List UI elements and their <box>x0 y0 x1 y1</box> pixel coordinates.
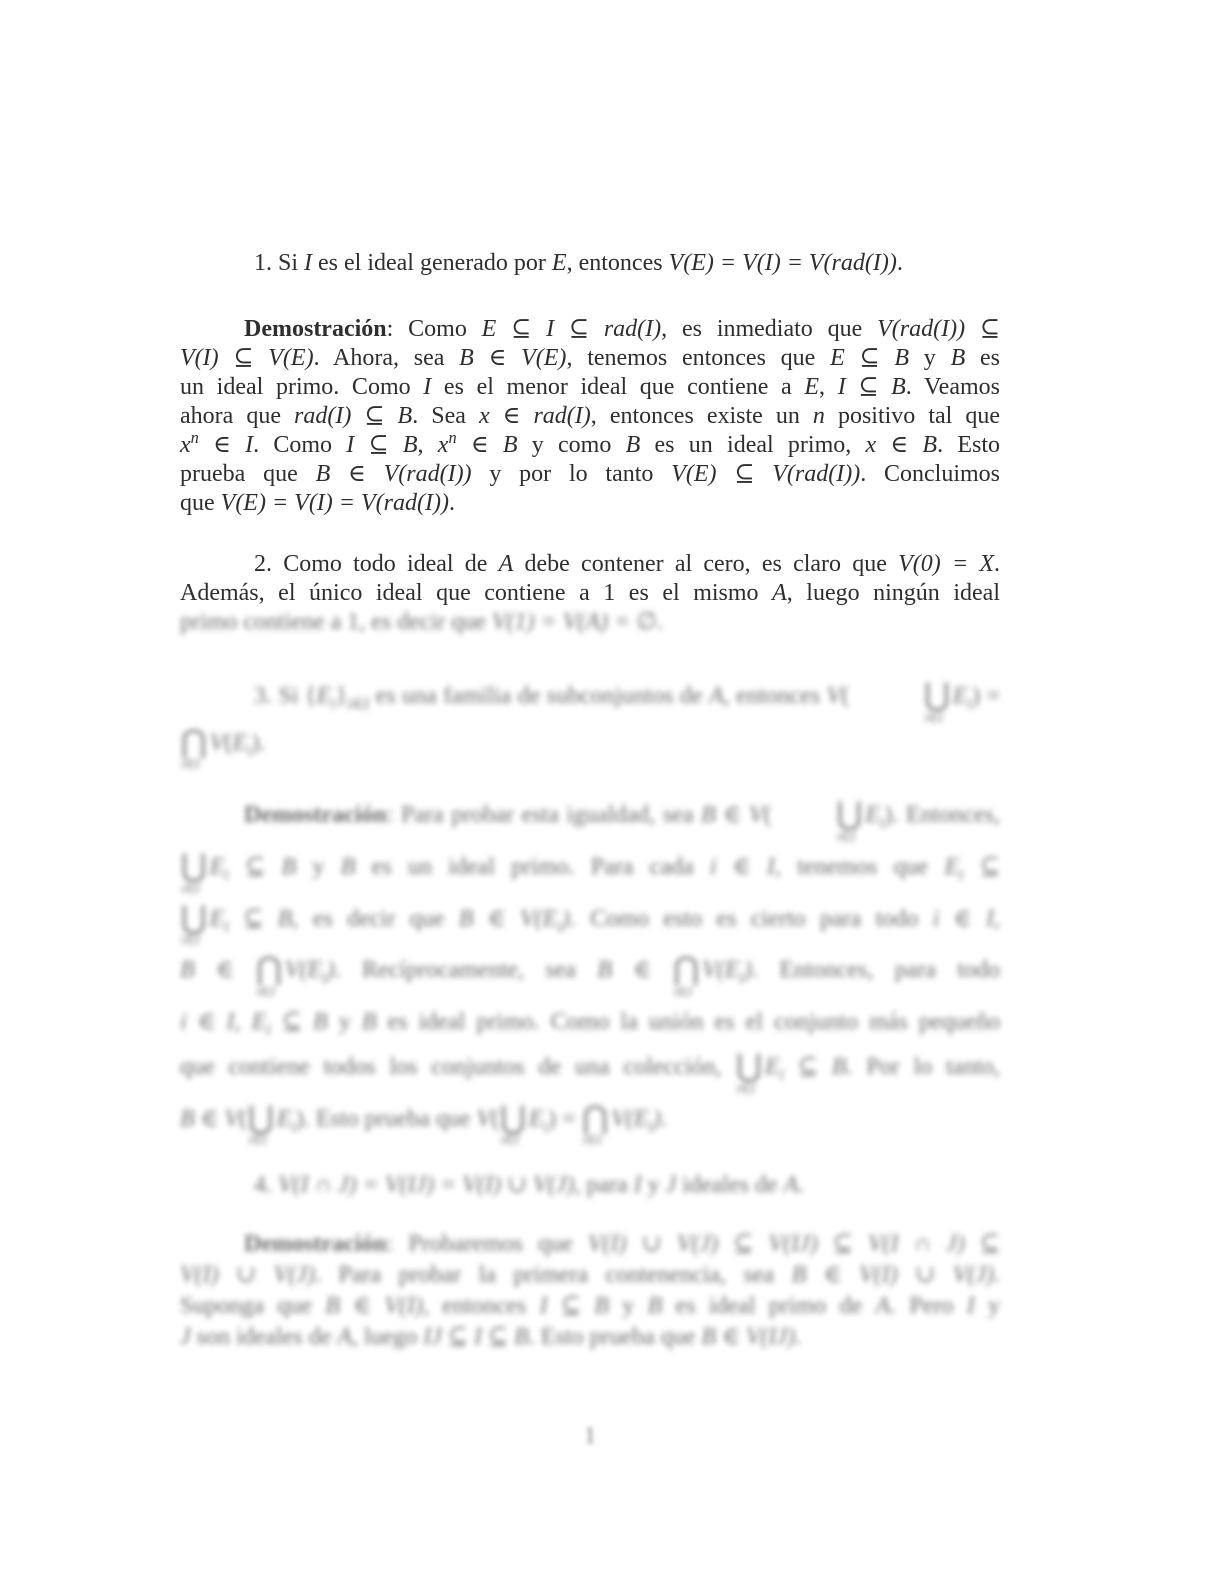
text-line: que contiene todos los conjuntos de una colección, ⋃ i∈I $E_i$ ⊆ B. Por lo tanto, <box>180 1047 1001 1097</box>
proof-paragraph-1 <box>180 315 1000 518</box>
text-line: V(I) ∪ V(J). Para probar la primera contenencia, sea B ∈ V(I) ∪ V(J). <box>180 1262 1001 1289</box>
big-intersection-operator: ⋂ i∈I <box>256 951 282 1000</box>
enumerate-item-2 <box>180 550 1000 637</box>
text-line: V(I) ⊆ V(E). Ahora, sea B ∈ V(E), tenemos entonces que E ⊆ B y B es <box>180 345 1001 371</box>
big-intersection-operator: ⋂ i∈I <box>673 951 700 1000</box>
text-line: prueba que B ∈ V(rad(I)) y por lo tanto V(E) ⊆ V(rad(I)). Concluimos <box>180 461 1001 487</box>
big-union-operator: ⋃ i∈I <box>181 847 207 897</box>
text-line: Demostración: Probaremos que V(I) ∪ V(J) ⊆ V(IJ) ⊆ V(I ∩ J) ⊆ <box>244 1231 1001 1258</box>
proof-paragraph-2 <box>180 793 1000 1148</box>
text-line: i ∈ I, $E_i$ ⊆ B y B es ideal primo. Como la unión es el conjunto más pequeño <box>180 1008 1001 1039</box>
text-line: ⋂ i∈I $V(E_i)$. <box>181 723 266 773</box>
enumerate-item-1 <box>180 249 1000 278</box>
text-line: ⋃ i∈I $E_i$ ⊆ B, es decir que B ∈ $V(E_i)$. Como esto es cierto para todo i ∈ I, <box>181 899 1000 949</box>
text-line: 3. Si $\{E_i\}_{i\in I}$ es una familia de subconjuntos de A, entonces V( ⋃ i∈I $E_i$) = <box>254 677 1000 726</box>
big-intersection-operator: ⋂ i∈I <box>181 723 207 773</box>
big-union-operator: ⋃ i∈I <box>248 1099 274 1149</box>
page-number: 1 <box>584 1423 596 1450</box>
big-intersection-operator: ⋂ i∈I <box>582 1099 609 1149</box>
text-line: Suponga que B ∈ V(I), entonces I ⊆ B y B es ideal primo de A. Pero I y <box>180 1293 1001 1320</box>
big-union-operator: ⋃ i∈I <box>836 796 863 846</box>
text-line: J son ideales de A, luego IJ ⊆ I ⊆ B. Esto prueba que B ∈ V(IJ). <box>180 1324 802 1351</box>
text-line: 4. V(I ∩ J) = V(IJ) = V(I) ∪ V(J), para I y J ideales de A. <box>254 1172 805 1199</box>
big-union-operator: ⋃ i∈I <box>181 899 207 949</box>
text-column <box>180 0 1000 1450</box>
text-line: B ∈ ⋂ i∈I $V(E_i)$. Recíprocamente, sea B ∈ ⋂ i∈I $V(E_i)$. Entonces, para todo <box>180 951 1001 1000</box>
text-line: ⋃ i∈I $E_i$ ⊆ B y B es un ideal primo. Para cada i ∈ I, tenemos que $E_i$ ⊆ <box>181 847 1001 897</box>
text-line: ahora que rad(I) ⊆ B. Sea x ∈ rad(I), entonces existe un n positivo tal que <box>180 403 1001 429</box>
big-union-operator: ⋃ i∈I <box>736 1047 762 1097</box>
text-line: que V(E) = V(I) = V(rad(I)). <box>180 490 455 516</box>
text-line: Además, el único ideal que contiene a 1 es el mismo A, luego ningún ideal <box>180 580 1000 606</box>
enumerate-item-3 <box>180 679 1000 772</box>
proof-paragraph-3 <box>180 1229 1000 1353</box>
text-line: un ideal primo. Como I es el menor ideal que contiene a E, I ⊆ B. Veamos <box>180 374 1000 400</box>
text-line: $x^n$ ∈ I. Como I ⊆ B, $x^n$ ∈ B y como B es un ideal primo, x ∈ B. Esto <box>180 428 1000 458</box>
big-union-operator: ⋃ i∈I <box>924 677 950 726</box>
text-line: primo contiene a 1, es decir que V(1) = V(A) = ∅. <box>180 609 664 635</box>
text-line: 2. Como todo ideal de A debe contener al cero, es claro que V(0) = X. <box>254 551 1000 577</box>
enumerate-item-4 <box>180 1171 1000 1200</box>
text-line: 1. Si I es el ideal generado por E, entonces V(E) = V(I) = V(rad(I)). <box>254 250 903 276</box>
text-line: Demostración: Para probar esta igualdad, sea B ∈ V( ⋃ i∈I $E_i$). Entonces, <box>244 796 1000 846</box>
text-line: Demostración: Como E ⊆ I ⊆ rad(I), es inmediato que V(rad(I)) ⊆ <box>244 316 1001 342</box>
big-union-operator: ⋃ i∈I <box>500 1099 526 1149</box>
text-line: B ∈ V( ⋃ i∈I $E_i$). Esto prueba que V( ⋃ i∈I $E_i$) = ⋂ i∈I $V(E_i)$. <box>180 1099 667 1149</box>
